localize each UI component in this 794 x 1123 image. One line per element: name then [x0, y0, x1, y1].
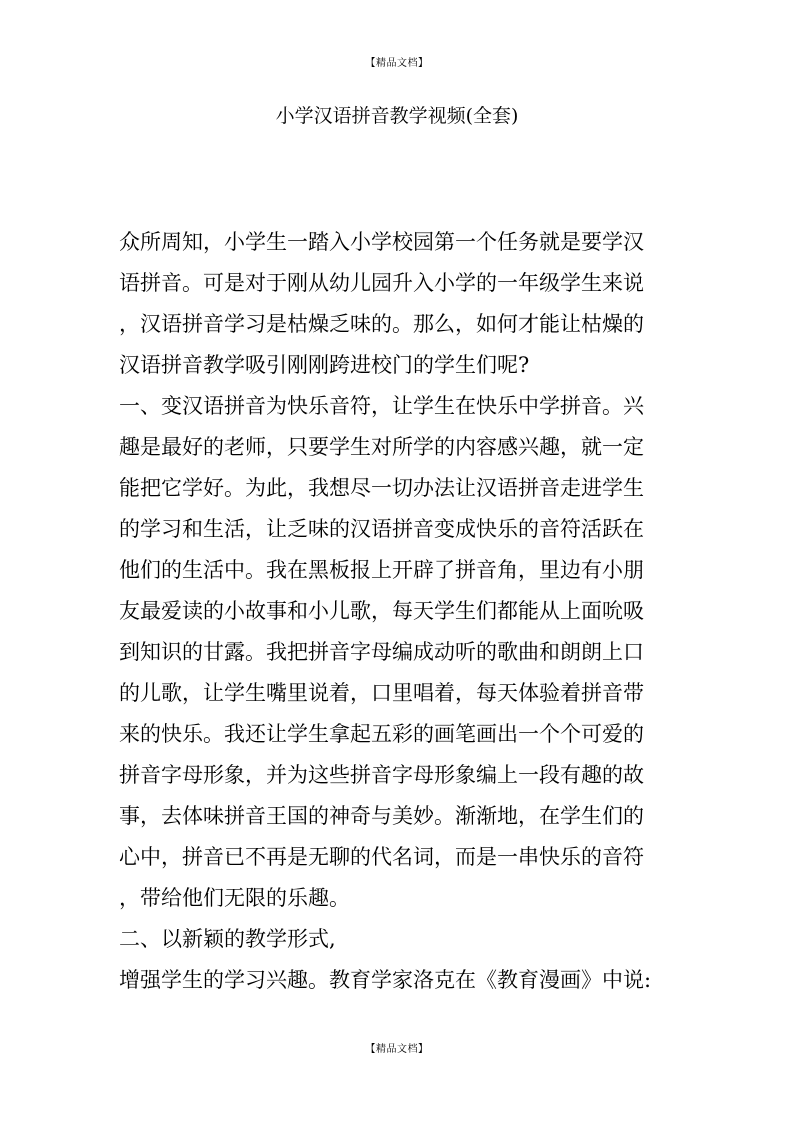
body-line: 一、变汉语拼音为快乐音符，让学生在快乐中学拼音。兴	[119, 394, 644, 418]
body-line: 增强学生的学习兴趣。教育学家洛克在《教育漫画》中说:	[119, 968, 652, 992]
body-line: 能把它学好。为此，我想尽一切办法让汉语拼音走进学生	[119, 476, 644, 500]
body-line: 他们的生活中。我在黑板报上开辟了拼音角，里边有小朋	[119, 558, 644, 582]
body-line: 汉语拼音教学吸引刚刚跨进校门的学生们呢?	[119, 353, 530, 377]
body-line: 心中，拼音已不再是无聊的代名词，而是一串快乐的音符	[119, 845, 644, 869]
header-tag: 【精品文档】	[365, 58, 429, 69]
body-line: ，带给他们无限的乐趣。	[119, 886, 350, 910]
body-line: 到知识的甘露。我把拼音字母编成动听的歌曲和朗朗上口	[119, 640, 644, 664]
document-title: 小学汉语拼音教学视频(全套)	[275, 105, 519, 127]
body-line: 的学习和生活，让乏味的汉语拼音变成快乐的音符活跃在	[119, 517, 644, 541]
body-line: 的儿歌，让学生嘴里说着，口里唱着，每天体验着拼音带	[119, 681, 644, 705]
body-text	[119, 222, 664, 1001]
body-line: 来的快乐。我还让学生拿起五彩的画笔画出一个个可爱的	[119, 722, 644, 746]
footer-tag: 【精品文档】	[365, 1044, 429, 1055]
body-line: 趣是最好的老师，只要学生对所学的内容感兴趣，就一定	[119, 435, 644, 459]
body-line: 友最爱读的小故事和小儿歌，每天学生们都能从上面吮吸	[119, 599, 644, 623]
body-line: ，汉语拼音学习是枯燥乏味的。那么，如何才能让枯燥的	[119, 312, 644, 336]
body-line: 拼音字母形象，并为这些拼音字母形象编上一段有趣的故	[119, 763, 644, 787]
body-line: 事，去体味拼音王国的神奇与美妙。渐渐地，在学生们的	[119, 804, 644, 828]
body-line: 语拼音。可是对于刚从幼儿园升入小学的一年级学生来说	[119, 271, 644, 295]
body-line: 众所周知，小学生一踏入小学校园第一个任务就是要学汉	[119, 230, 644, 254]
body-line: 二、以新颖的教学形式,	[119, 927, 336, 951]
